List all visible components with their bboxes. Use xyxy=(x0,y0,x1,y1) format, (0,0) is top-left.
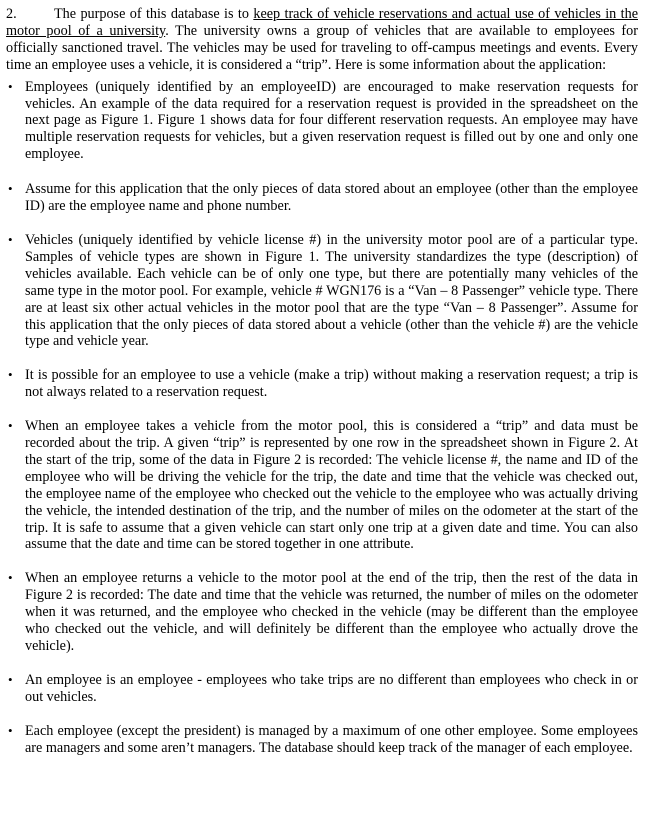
requirements-list xyxy=(6,79,638,757)
intro-paragraph xyxy=(6,6,638,74)
list-item xyxy=(6,570,638,655)
list-item-text: Each employee (except the president) is managed by a maximum of one other employee. Some employees are managers and some aren’t managers. The database should keep track of the manager of each employee. xyxy=(25,722,638,756)
list-item-text: Employees (uniquely identified by an employeeID) are encouraged to make reservation requests for vehicles. An example of the data required for a reservation request is provided in the spreadsheet on the next page as Figure 1. Figure 1 shows data for four different reservation requests. An employee may have multiple reservation requests for vehicles, but a given reservation request is filled out by one and only one employee. xyxy=(25,78,638,163)
bullet-icon: • xyxy=(8,671,13,687)
question-number: 2. xyxy=(6,6,17,22)
bullet-icon: • xyxy=(8,418,13,434)
list-item-text: It is possible for an employee to use a vehicle (make a trip) without making a reservation request; a trip is not always related to a reservation request. xyxy=(25,367,638,401)
list-item xyxy=(6,723,638,757)
bullet-icon: • xyxy=(8,722,13,738)
bullet-icon: • xyxy=(8,367,13,383)
bullet-icon: • xyxy=(8,570,13,586)
list-item-text: When an employee returns a vehicle to the motor pool at the end of the trip, then the rest of the data in Figure 2 is recorded: The date and time that the vehicle was returned, the number of miles on the odometer when it was returned, and the employee who checked in the vehicle (may be different than the employee who checked out the vehicle, and will definitely be different than the employee who actually drove the vehicle). xyxy=(25,570,638,654)
list-item xyxy=(6,181,638,215)
bullet-icon: • xyxy=(8,78,13,94)
intro-text-start: The purpose of this database is to xyxy=(54,6,254,22)
bullet-icon: • xyxy=(8,181,13,197)
list-item-text: When an employee takes a vehicle from the motor pool, this is considered a “trip” and data must be recorded about the trip. A given “trip” is represented by one row in the spreadsheet shown in Figure 2. At the start of the trip, some of the data in Figure 2 is recorded: The vehicle license #, the name and ID of the employee who will be driving the vehicle for the trip, the date and time that the vehicle was checked out, the employee name of the employee who checked out the vehicle to the employee who was actually driving the vehicle, the intended destination of the trip, and the number of miles on the odometer at the start of the trip. It is safe to assume that a given vehicle can start only one trip at a given date and time. You can also assume that the date and time can be stored together in one attribute. xyxy=(25,418,638,553)
list-item xyxy=(6,79,638,164)
intro-text-end: . The university owns a group of vehicles that are available to employees for officially sanctioned travel. The vehicles may be used for traveling to off-campus meetings and events. Every time an employee uses a vehicle, it is considered a “trip”. Here is some information about the application: xyxy=(6,22,638,73)
list-item xyxy=(6,418,638,553)
list-item xyxy=(6,672,638,706)
list-item-text: Vehicles (uniquely identified by vehicle license #) in the university motor pool are of a particular type. Samples of vehicle types are shown in Figure 1. The university standardizes the type (description) of vehicles available. Each vehicle can be of only one type, but there are potentially many vehicles of the same type in the motor pool. For example, vehicle # WGN176 is a “Van – 8 Passenger” vehicle type. There are at least six other actual vehicles in the motor pool that are the type “Van – 8 Passenger”. Assume for this application that the only pieces of data stored about a vehicle (other than the vehicle #) are the vehicle type and vehicle year. xyxy=(25,231,638,350)
intro-underlined-purpose: keep track of vehicle reservations and actual use of vehicles in the motor pool of a university xyxy=(6,6,638,39)
list-item-text: Assume for this application that the only pieces of data stored about an employee (other than the employee ID) are the employee name and phone number. xyxy=(25,181,638,215)
list-item xyxy=(6,367,638,401)
list-item xyxy=(6,232,638,350)
bullet-icon: • xyxy=(8,231,13,247)
list-item-text: An employee is an employee - employees who take trips are no different than employees who check in or out vehicles. xyxy=(25,671,638,705)
